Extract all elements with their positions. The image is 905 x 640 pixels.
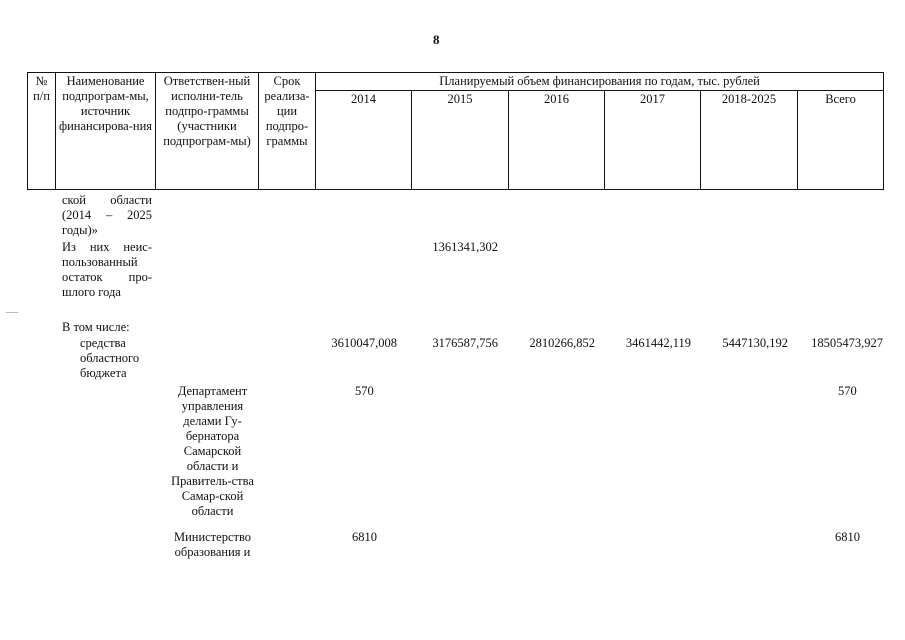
- unused-balance-label: Из них неис-пользованный остаток про-шлого года: [62, 240, 152, 299]
- budget-total: 18505473,927: [811, 336, 883, 350]
- margin-mark: [6, 312, 18, 313]
- header-year-2016: 2016: [509, 91, 605, 190]
- dept1-2014: 570: [355, 384, 374, 398]
- header-num: № п/п: [28, 73, 56, 190]
- header-term: Срок реализа-ции подпро-граммы: [259, 73, 316, 190]
- dept2-2014: 6810: [352, 530, 377, 544]
- budget-2015: 3176587,756: [432, 336, 498, 350]
- regional-budget-label: средства областного бюджета: [80, 336, 140, 380]
- header-year-2015: 2015: [412, 91, 509, 190]
- budget-2017: 3461442,119: [625, 336, 691, 350]
- continuation-text: ской области (2014 – 2025 годы)»: [62, 193, 152, 237]
- unused-balance-2015: 1361341,302: [432, 240, 498, 254]
- dept1-total: 570: [838, 384, 857, 398]
- budget-2018-2025: 5447130,192: [722, 336, 788, 350]
- budget-2016: 2810266,852: [529, 336, 595, 350]
- header-responsible: Ответствен-ный исполни-тель подпро-граммы (участники подпрограм-мы): [156, 73, 259, 190]
- dept1-name: Департамент управления делами Гу-бернатора Самарской области и Правитель-ства Самар-ской области: [171, 384, 254, 518]
- header-name: Наименование подпрограм-мы, источник финансирова-ния: [56, 73, 156, 190]
- dept2-name: Министерство образования и: [173, 530, 252, 559]
- header-year-2018-2025: 2018-2025: [701, 91, 798, 190]
- including-label: В том числе:: [62, 320, 130, 334]
- budget-2014: 3610047,008: [331, 336, 397, 350]
- header-year-2017: 2017: [605, 91, 701, 190]
- page-number: 8: [433, 32, 440, 47]
- dept2-total: 6810: [835, 530, 860, 544]
- header-total: Всего: [798, 91, 884, 190]
- header-funding-title: Планируемый объем финансирования по годам, тыс. рублей: [316, 73, 884, 91]
- header-year-2014: 2014: [316, 91, 412, 190]
